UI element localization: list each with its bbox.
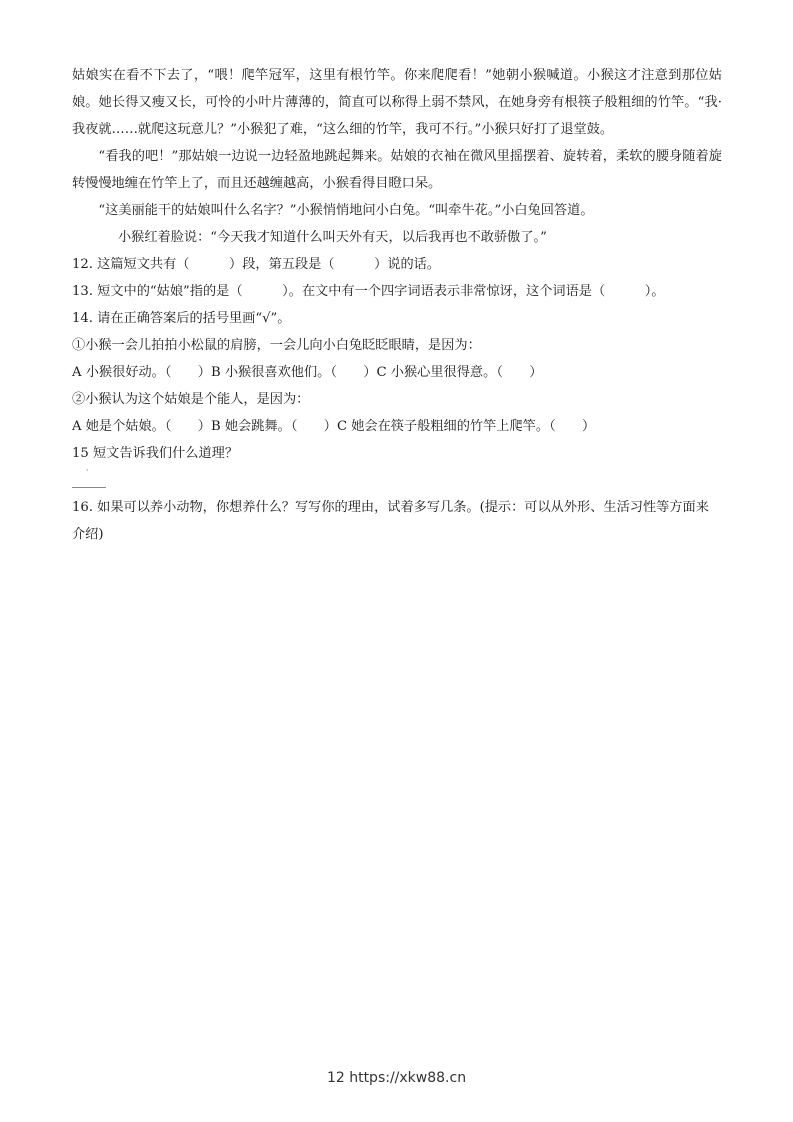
question-14-part-1: ①小猴一会儿拍拍小松鼠的肩膀，一会儿向小白兔眨眨眼睛，是因为： <box>72 338 481 353</box>
page-footer: 12 https://xkw88.cn <box>326 1070 467 1086</box>
question-14: 14. 请在正确答案后的括号里画“√”。 <box>72 311 291 326</box>
passage-paragraph-1: 姑娘实在看不下去了，“喂！爬竿冠军，这里有根竹竿。你来爬爬看！”她朝小猴喊道。小猴这才注意到那位姑娘。她长得又瘦又长，可怜的小叶片薄薄的，简直可以称得上弱不禁风，在她身旁有根筷子般粗细的竹竿。“我·我夜就……就爬这玩意儿？”小猴犯了难，“这么细的竹竿，我可不行。”小猴只好打了退堂鼓。 <box>72 68 722 137</box>
answer-line <box>72 487 106 488</box>
passage-paragraph-4: 小猴红着脸说：“今天我才知道什么叫天外有天，以后我再也不敢骄傲了。” <box>118 230 547 245</box>
question-13: 13. 短文中的“姑娘”指的是（ ）。在文中有一个四字词语表示非常惊讶，这个词语是（ ）。 <box>72 284 665 299</box>
question-15-dot: · <box>86 466 89 475</box>
question-16: 16. 如果可以养小动物，你想养什么？写写你的理由，试着多写几条。(提示：可以从外形、生活习性等方面来介绍) <box>72 500 709 542</box>
question-14-part-2: ②小猴认为这个姑娘是个能人，是因为： <box>72 392 310 407</box>
passage-paragraph-2: “看我的吧！”那姑娘一边说一边轻盈地跳起舞来。姑娘的衣袖在微风里摇摆着、旋转着，柔软的腰身随着旋转慢慢地缠在竹竿上了，而且还越缠越高，小猴看得目瞪口呆。 <box>72 149 722 191</box>
passage-paragraph-3: “这美丽能干的姑娘叫什么名字？”小猴悄悄地问小白兔。“叫牵牛花。”小白兔回答道。 <box>98 203 594 218</box>
question-14-part-2-options: A 她是个姑娘。（ ）B 她会跳舞。（ ）C 她会在筷子般粗细的竹竿上爬竿。（ ） <box>72 419 596 434</box>
question-15: 15 短文告诉我们什么道理？ <box>72 446 239 461</box>
page-content <box>72 62 722 548</box>
question-15-mark <box>72 467 722 479</box>
question-12: 12. 这篇短文共有（ ）段，第五段是（ ）说的话。 <box>72 257 441 272</box>
question-14-part-1-options: A 小猴很好动。（ ）B 小猴很喜欢他们。（ ）C 小猴心里很得意。（ ） <box>72 365 543 380</box>
